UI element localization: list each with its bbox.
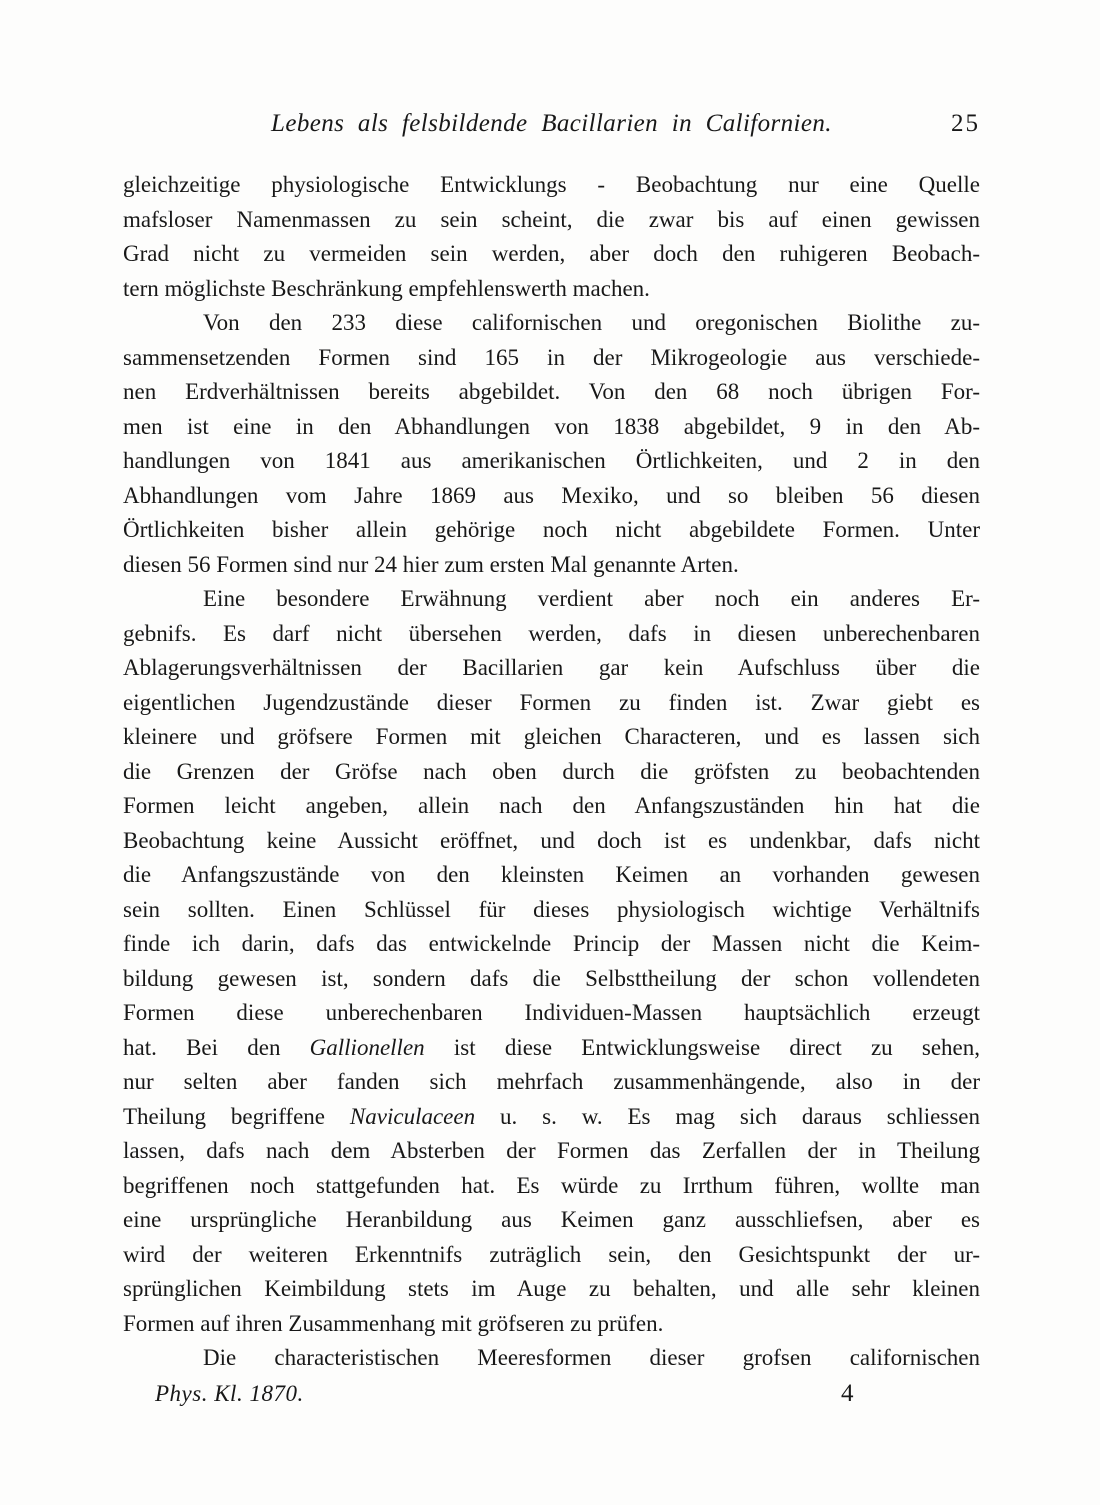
text-line	[123, 1307, 980, 1342]
text-segment: hat. Bei den	[123, 1034, 310, 1060]
text-segment: die Grenzen der Gröfse nach oben durch die gröfsten zu beobachtenden	[123, 758, 980, 784]
text-segment: wird der weiteren Erkenntnifs zuträglich sein, den Gesichtspunkt der ur-	[123, 1241, 980, 1267]
text-line	[123, 306, 980, 341]
text-line	[123, 1203, 980, 1238]
text-line	[123, 444, 980, 479]
text-line	[123, 1272, 980, 1307]
text-line	[123, 996, 980, 1031]
page-header	[123, 106, 980, 142]
text-line	[123, 927, 980, 962]
text-line	[123, 1065, 980, 1100]
text-line	[123, 410, 980, 445]
text-line	[123, 582, 980, 617]
text-segment: kleinere und gröfsere Formen mit gleichen Characteren, und es lassen sich	[123, 724, 980, 749]
text-segment: gebnifs. Es darf nicht übersehen werden, dafs in diesen unberechenbaren	[123, 620, 980, 646]
text-segment: sein sollten. Einen Schlüssel für dieses physiologisch wichtige Verhältnifs	[123, 896, 980, 922]
text-segment: sammensetzenden Formen sind 165 in der Mikrogeologie aus verschiede-	[123, 344, 980, 370]
text-segment: begriffenen noch stattgefunden hat. Es würde zu Irrthum führen, wollte man	[123, 1172, 980, 1198]
text-line	[123, 1031, 980, 1066]
text-segment: bildung gewesen ist, sondern dafs die Selbsttheilung der schon vollendeten	[123, 965, 980, 991]
text-line	[123, 1134, 980, 1169]
text-line	[123, 617, 980, 652]
text-line	[123, 168, 980, 203]
text-segment: ist diese Entwicklungsweise direct zu sehen,	[424, 1034, 980, 1060]
text-line	[123, 375, 980, 410]
text-segment: Ablagerungsverhältnissen der Bacillarien gar kein Aufschluss über die	[123, 655, 980, 680]
text-line	[123, 720, 980, 755]
text-line	[123, 237, 980, 272]
text-segment: tern möglichste Beschränkung empfehlenswerth machen.	[123, 275, 650, 301]
text-line	[123, 341, 980, 376]
text-segment: handlungen von 1841 aus amerikanischen Örtlichkeiten, und 2 in den	[123, 448, 980, 473]
text-segment: Eine besondere Erwähnung verdient aber noch ein anderes Er-	[203, 586, 980, 611]
text-segment: Von den 233 diese californischen und oregonischen Biolithe zu-	[203, 310, 980, 335]
imprint: Phys. Kl. 1870.	[155, 1381, 304, 1406]
text-segment: Örtlichkeiten bisher allein gehörige noch nicht abgebildete Formen. Unter	[123, 517, 980, 542]
text-segment: finde ich darin, dafs das entwickelnde Princip der Massen nicht die Keim-	[123, 931, 980, 956]
text-segment: Formen diese unberechenbaren Individuen-Massen hauptsächlich erzeugt	[123, 1000, 980, 1025]
page-number: 25	[951, 110, 980, 137]
text-line	[123, 755, 980, 790]
text-segment: eine ursprüngliche Heranbildung aus Keimen ganz ausschliefsen, aber es	[123, 1207, 980, 1232]
text-segment: nur selten aber fanden sich mehrfach zusammenhängende, also in der	[123, 1069, 980, 1094]
running-title: Lebens als felsbildende Bacillarien in Californien.	[271, 110, 832, 137]
text-segment: Abhandlungen vom Jahre 1869 aus Mexiko, und so bleiben 56 diesen	[123, 482, 980, 508]
text-segment: lassen, dafs nach dem Absterben der Formen das Zerfallen der in Theilung	[123, 1138, 980, 1163]
page-footer	[123, 1376, 980, 1412]
text-segment: men ist eine in den Abhandlungen von 1838 abgebildet, 9 in den Ab-	[123, 413, 980, 439]
text-segment: mafsloser Namenmassen zu sein scheint, die zwar bis auf einen gewissen	[123, 206, 980, 232]
text-segment: die Anfangszustände von den kleinsten Keimen an vorhanden gewesen	[123, 862, 980, 887]
text-line	[123, 962, 980, 997]
text-segment: nen Erdverhältnissen bereits abgebildet. Von den 68 noch übrigen For-	[123, 379, 980, 404]
text-line	[123, 203, 980, 238]
text-segment: Grad nicht zu vermeiden sein werden, aber doch den ruhigeren Beobach-	[123, 241, 980, 266]
text-segment: diesen 56 Formen sind nur 24 hier zum ersten Mal genannte Arten.	[123, 551, 739, 577]
text-line	[123, 1100, 980, 1135]
taxon-name: Gallionellen	[309, 1034, 425, 1060]
signature-mark: 4	[841, 1380, 854, 1407]
text-line	[123, 272, 980, 307]
body-text	[123, 168, 980, 1376]
text-segment: sprünglichen Keimbildung stets im Auge zu behalten, und alle sehr kleinen	[123, 1276, 980, 1301]
text-segment: Die characteristischen Meeresformen dieser grofsen californischen	[203, 1345, 980, 1370]
text-segment: Theilung begriffene	[123, 1103, 350, 1129]
text-line	[123, 858, 980, 893]
text-line	[123, 893, 980, 928]
text-line	[123, 1341, 980, 1376]
text-line	[123, 686, 980, 721]
taxon-name: Naviculaceen	[349, 1103, 476, 1129]
text-segment: gleichzeitige physiologische Entwicklungs - Beobachtung nur eine Quelle	[123, 172, 980, 197]
text-line	[123, 1238, 980, 1273]
text-segment: eigentlichen Jugendzustände dieser Formen zu finden ist. Zwar giebt es	[123, 689, 980, 715]
text-line	[123, 513, 980, 548]
text-segment: Beobachtung keine Aussicht eröffnet, und doch ist es undenkbar, dafs nicht	[123, 827, 980, 853]
text-segment: Formen leicht angeben, allein nach den Anfangszuständen hin hat die	[123, 793, 980, 818]
text-line	[123, 789, 980, 824]
text-line	[123, 824, 980, 859]
text-line	[123, 1169, 980, 1204]
text-line	[123, 548, 980, 583]
text-line	[123, 651, 980, 686]
text-segment: u. s. w. Es mag sich daraus schliessen	[475, 1103, 980, 1129]
text-segment: Formen auf ihren Zusammenhang mit gröfseren zu prüfen.	[123, 1310, 664, 1336]
text-line	[123, 479, 980, 514]
